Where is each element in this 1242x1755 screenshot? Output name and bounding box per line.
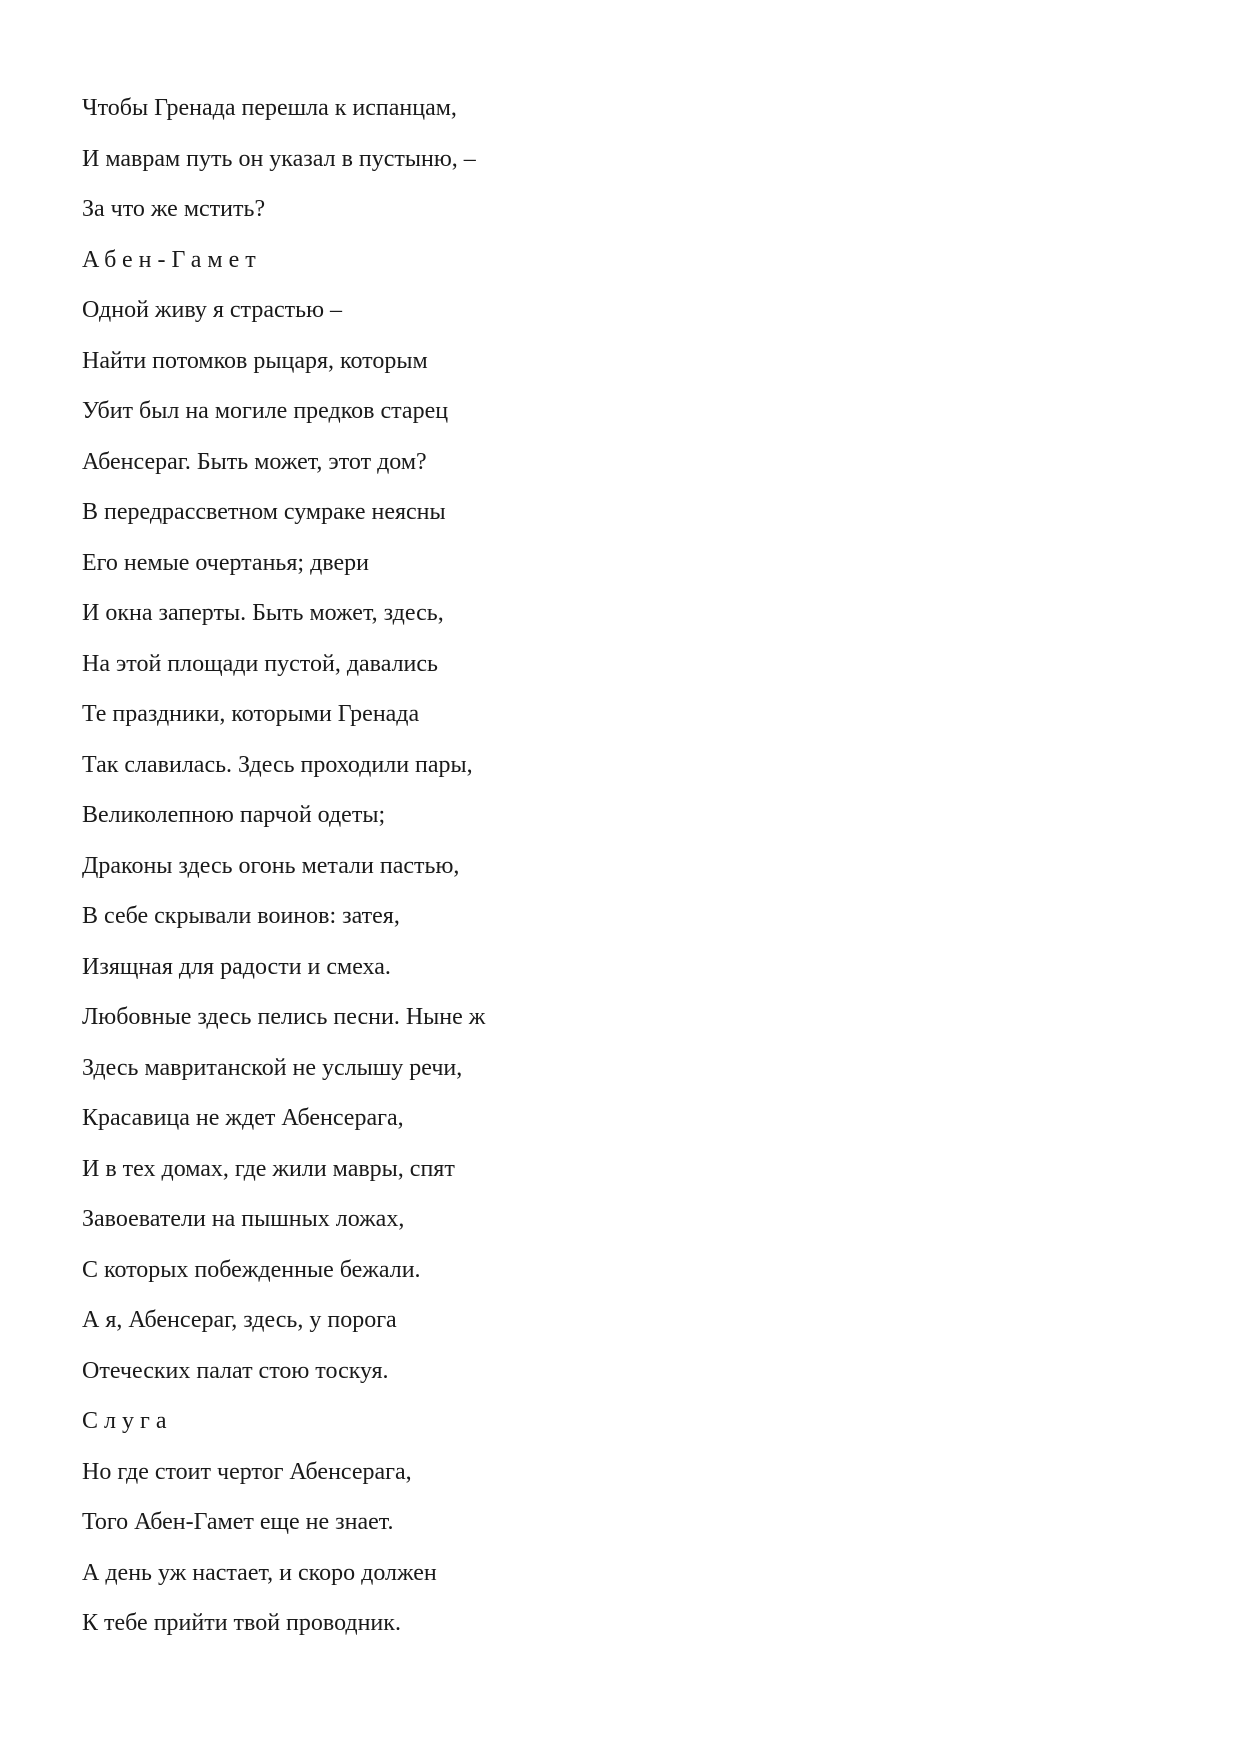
verse-line: Одной живу я страстью – bbox=[82, 297, 342, 323]
verse-line: Великолепною парчой одеты; bbox=[82, 802, 386, 828]
verse-line: Любовные здесь пелись песни. Ныне ж bbox=[82, 1004, 486, 1030]
verse-line: К тебе прийти твой проводник. bbox=[82, 1610, 401, 1636]
verse-line: Его немые очертанья; двери bbox=[82, 549, 369, 576]
verse-line: И маврам путь он указал в пустыню, – bbox=[82, 145, 476, 172]
verse-line: Чтобы Гренада перешла к испанцам, bbox=[82, 95, 457, 121]
verse-line: А я, Абенсераг, здесь, у порога bbox=[82, 1307, 397, 1333]
verse-line: Того Абен-Гамет еще не знает. bbox=[82, 1509, 394, 1535]
verse-line: Завоеватели на пышных ложах, bbox=[82, 1206, 405, 1232]
speaker-name: Абен-Гамет bbox=[82, 246, 262, 273]
verse-line: Драконы здесь огонь метали пастью, bbox=[82, 852, 460, 879]
verse-line: В себе скрывали воинов: затея, bbox=[82, 903, 400, 929]
verse-line: За что же мстить? bbox=[82, 196, 266, 222]
verse-line: Абенсераг. Быть может, этот дом? bbox=[82, 448, 427, 475]
speaker-name: Слуга bbox=[82, 1408, 173, 1434]
verse-line: А день уж настает, и скоро должен bbox=[82, 1559, 437, 1586]
verse-line: Изящная для радости и смеха. bbox=[82, 953, 391, 980]
poem-text bbox=[82, 88, 485, 1654]
verse-line: И в тех домах, где жили мавры, спят bbox=[82, 1155, 455, 1182]
verse-line: Убит был на могиле предков старец bbox=[82, 398, 449, 424]
verse-line: Здесь мавританской не услышу речи, bbox=[82, 1054, 463, 1081]
verse-line: Те праздники, которыми Гренада bbox=[82, 701, 420, 727]
verse-line: Так славилась. Здесь проходили пары, bbox=[82, 751, 473, 778]
verse-line: Найти потомков рыцаря, которым bbox=[82, 347, 428, 374]
verse-line: Красавица не ждет Абенсерага, bbox=[82, 1105, 404, 1131]
verse-line: На этой площади пустой, давались bbox=[82, 650, 438, 677]
verse-line: С которых побежденные бежали. bbox=[82, 1256, 421, 1283]
verse-line: В передрассветном сумраке неясны bbox=[82, 499, 446, 525]
verse-line: Но где стоит чертог Абенсерага, bbox=[82, 1458, 412, 1485]
verse-line: Отеческих палат стою тоскуя. bbox=[82, 1357, 389, 1384]
verse-line: И окна заперты. Быть может, здесь, bbox=[82, 600, 444, 626]
